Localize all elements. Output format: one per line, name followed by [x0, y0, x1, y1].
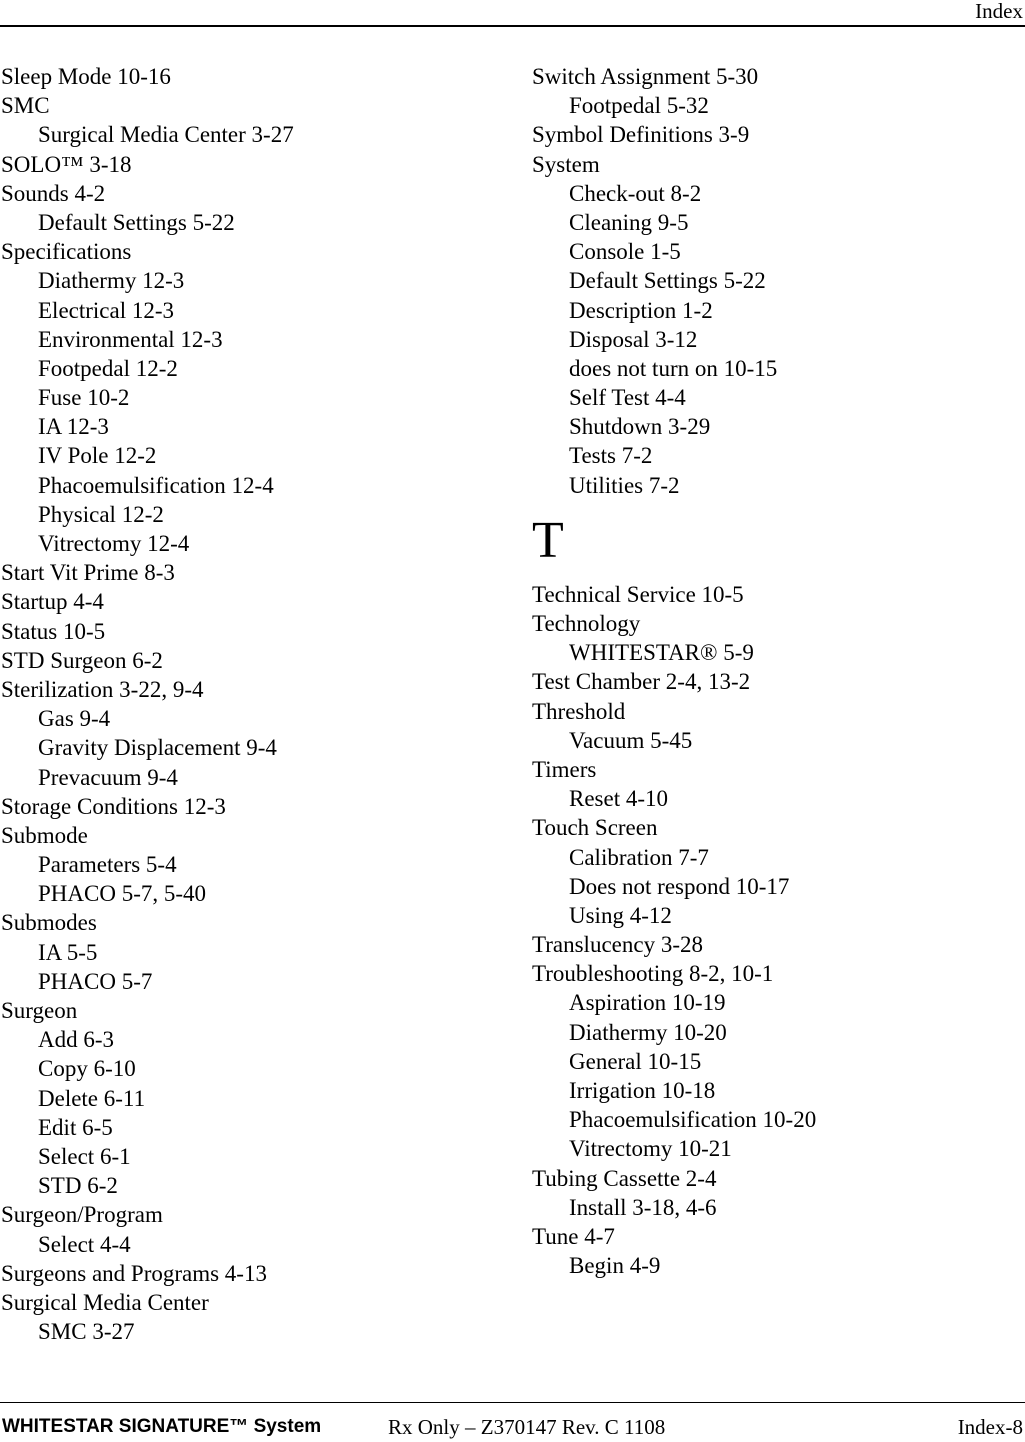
index-subentry: Select 4-4 [38, 1231, 131, 1257]
index-subentry: does not turn on 10-15 [569, 355, 778, 381]
index-subentry: Diathermy 10-20 [569, 1019, 727, 1045]
index-subentry: General 10-15 [569, 1048, 702, 1074]
index-subentry: WHITESTAR® 5-9 [569, 640, 754, 666]
index-subentry: Default Settings 5-22 [569, 268, 766, 294]
index-subentry: Gas 9-4 [38, 706, 111, 732]
index-subentry: IV Pole 12-2 [38, 443, 157, 469]
footer-document-id: Rx Only – Z370147 Rev. C 1108 [388, 1415, 666, 1439]
index-entry: Sterilization 3-22, 9-4 [1, 676, 204, 702]
index-subentry: Prevacuum 9-4 [38, 764, 178, 790]
index-subentry: Using 4-12 [569, 902, 672, 928]
index-subentry: Vitrectomy 12-4 [38, 531, 190, 556]
index-subentry: Electrical 12-3 [38, 297, 175, 323]
index-entry: SMC [1, 93, 50, 119]
index-subentry: Description 1-2 [569, 297, 713, 323]
index-entry: Symbol Definitions 3-9 [532, 122, 750, 148]
footer-product-name: WHITESTAR SIGNATURE™ System [2, 1416, 322, 1437]
index-entry: Test Chamber 2-4, 13-2 [532, 669, 751, 695]
index-entry: Surgeon/Program [1, 1202, 163, 1228]
index-subentry: Self Test 4-4 [569, 385, 686, 411]
index-subentry: Add 6-3 [38, 1027, 115, 1053]
index-subentry: Physical 12-2 [38, 501, 164, 527]
index-subentry: Edit 6-5 [38, 1114, 113, 1140]
index-subentry: Phacoemulsification 12-4 [38, 472, 274, 498]
index-entry: Start Vit Prime 8-3 [1, 560, 175, 586]
index-entry: Surgeon [1, 998, 78, 1023]
index-subentry: Shutdown 3-29 [569, 414, 711, 440]
index-entry: Storage Conditions 12-3 [1, 793, 226, 819]
index-subentry: Disposal 3-12 [569, 326, 698, 352]
index-column-left [1, 62, 511, 1346]
index-entry: Sounds 4-2 [1, 180, 106, 206]
index-subentry: Select 6-1 [38, 1143, 131, 1169]
index-subentry: Does not respond 10-17 [569, 873, 790, 899]
index-entry: Submodes [1, 910, 97, 936]
index-subentry: Begin 4-9 [569, 1253, 661, 1279]
index-entry: Tune 4-7 [532, 1223, 615, 1249]
index-subentry: PHACO 5-7 [38, 968, 153, 994]
index-entry: STD Surgeon 6-2 [1, 647, 163, 673]
index-entry: Tubing Cassette 2-4 [532, 1165, 717, 1191]
index-subentry: Footpedal 5-32 [569, 93, 709, 119]
index-subentry: Irrigation 10-18 [569, 1078, 716, 1103]
index-subentry: Console 1-5 [569, 239, 681, 265]
index-entry: Troubleshooting 8-2, 10-1 [532, 961, 774, 987]
index-subentry: Reset 4-10 [569, 786, 669, 812]
index-entry: Sleep Mode 10-16 [1, 64, 171, 89]
index-entry: Translucency 3-28 [532, 932, 703, 958]
index-subentry: Tests 7-2 [569, 443, 653, 469]
index-subentry: Default Settings 5-22 [38, 209, 235, 235]
index-entry: SOLO™ 3-18 [1, 151, 132, 177]
index-column-right [532, 62, 1022, 1280]
index-entry: Specifications [1, 239, 132, 265]
footer-page-number: Index-8 [957, 1415, 1023, 1439]
index-entry: Switch Assignment 5-30 [532, 64, 759, 89]
index-subentry: Environmental 12-3 [38, 326, 223, 352]
footer-rule [0, 1402, 1025, 1403]
index-entry: Timers [532, 756, 597, 782]
index-subentry: SMC 3-27 [38, 1319, 135, 1345]
index-subentry: Aspiration 10-19 [569, 990, 726, 1016]
index-subentry: STD 6-2 [38, 1173, 118, 1199]
index-entry: Surgeons and Programs 4-13 [1, 1260, 267, 1286]
running-header: Index [975, 0, 1023, 23]
index-subentry: Install 3-18, 4-6 [569, 1194, 717, 1220]
index-subentry: Fuse 10-2 [38, 385, 130, 411]
index-entry: Submode [1, 822, 88, 848]
index-letter-heading: T [532, 511, 564, 569]
index-subentry: Footpedal 12-2 [38, 355, 178, 381]
index-entry: Touch Screen [532, 815, 658, 841]
index-subentry: Gravity Displacement 9-4 [38, 735, 277, 761]
index-subentry: Parameters 5-4 [38, 852, 177, 878]
index-entry: Threshold [532, 698, 626, 724]
index-subentry: Surgical Media Center 3-27 [38, 122, 294, 148]
index-subentry: Check-out 8-2 [569, 180, 702, 206]
index-subentry: Calibration 7-7 [569, 844, 709, 870]
index-subentry: Phacoemulsification 10-20 [569, 1107, 817, 1133]
index-subentry: Utilities 7-2 [569, 472, 680, 498]
header-rule [0, 25, 1025, 27]
index-subentry: Cleaning 9-5 [569, 209, 689, 235]
index-entry: Technical Service 10-5 [532, 581, 744, 607]
index-subentry: Delete 6-11 [38, 1085, 146, 1111]
index-subentry: Vitrectomy 10-21 [569, 1136, 732, 1162]
index-subentry: Diathermy 12-3 [38, 268, 185, 294]
index-subentry: Vacuum 5-45 [569, 727, 693, 753]
index-entry: Technology [532, 611, 641, 636]
index-entry: System [532, 151, 600, 177]
index-subentry: IA 5-5 [38, 939, 98, 965]
index-entry: Startup 4-4 [1, 589, 104, 615]
index-subentry: IA 12-3 [38, 414, 109, 440]
index-entry: Surgical Media Center [1, 1289, 209, 1315]
index-entry: Status 10-5 [1, 618, 106, 644]
index-subentry: PHACO 5-7, 5-40 [38, 881, 207, 907]
index-subentry: Copy 6-10 [38, 1056, 136, 1082]
